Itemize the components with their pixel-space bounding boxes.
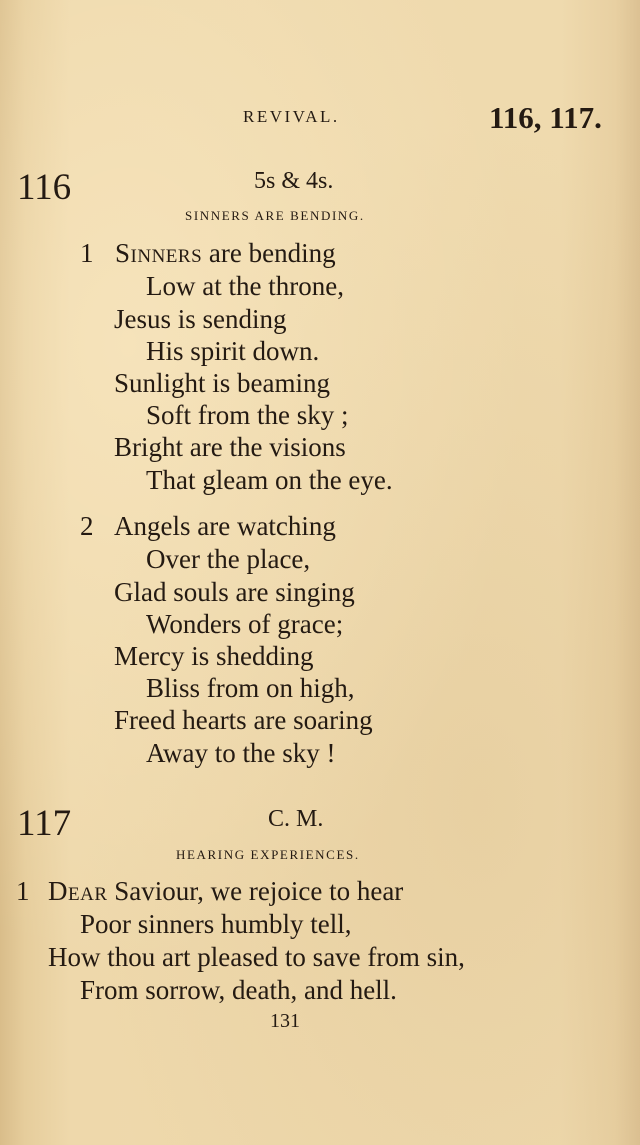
verse-line-text: Saviour, we rejoice to hear [107,876,404,906]
hymn-117-meter: C. M. [268,806,324,832]
verse-line [115,238,336,269]
stanza-number: 1 [80,238,94,268]
verse-line: Over the place, [146,544,311,574]
stanza-number: 1 [16,876,30,906]
verse-line: Angels are watching [114,511,336,541]
hymn-117-subtitle: HEARING EXPERIENCES. [176,847,360,862]
verse-line: Poor sinners humbly tell, [80,909,352,939]
verse-line: Away to the sky ! [146,738,336,768]
page-number: 131 [270,1010,300,1032]
verse-line: Sunlight is beaming [114,368,330,398]
verse-line: From sorrow, death, and hell. [80,975,397,1005]
verse-lead-word: Sinners [115,238,203,268]
hymn-116-meter: 5s & 4s. [254,168,334,194]
verse-line: Glad souls are singing [114,577,355,607]
verse-line-text: are bending [202,238,336,268]
verse-lead-word: Dear [48,876,108,906]
verse-line: Wonders of grace; [146,609,344,639]
verse-line: Jesus is sending [114,304,287,334]
stanza-number: 2 [80,511,94,541]
hymn-number-116: 116 [17,167,72,208]
hymn-number-117: 117 [17,803,72,844]
verse-line: Mercy is shedding [114,641,314,671]
verse-line: Low at the throne, [146,271,344,301]
verse-line: Freed hearts are soaring [114,705,373,735]
verse-line: Soft from the sky ; [146,400,349,430]
verse-line: Bright are the visions [114,432,346,462]
verse-line: His spirit down. [146,336,320,366]
hymn-range: 116, 117. [489,100,602,135]
verse-line [48,876,403,907]
running-head: REVIVAL. [243,107,340,126]
hymn-116-subtitle: SINNERS ARE BENDING. [185,208,365,223]
verse-line: How thou art pleased to save from sin, [48,942,465,972]
verse-line: That gleam on the eye. [146,465,393,495]
verse-line: Bliss from on high, [146,673,355,703]
